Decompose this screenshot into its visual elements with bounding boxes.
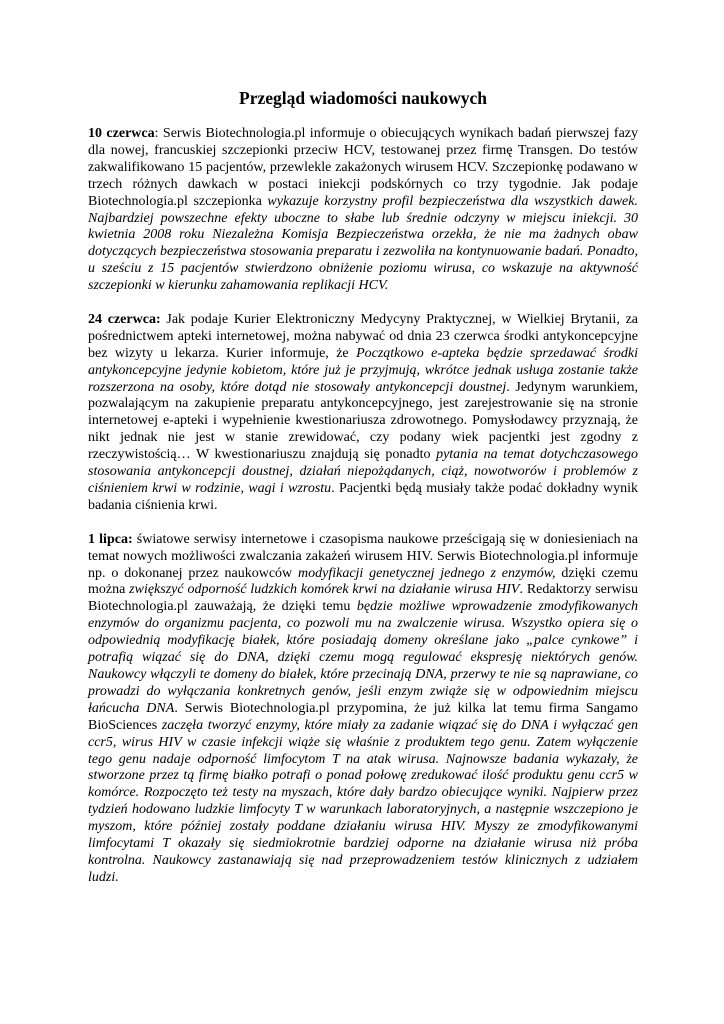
news-text: Jak podaje Kurier Elektroniczny Medycyny Praktycznej, w Wielkiej Brytanii, za pośrednictwem apteki internetowej, można nabywać od dnia 23 czerwca środki antykoncepcyjne bez wizyty u lekarza. Kurier informuje, że xyxy=(88,311,639,361)
news-quote: modyfikacji genetycznej jednego z enzymów, xyxy=(298,565,556,581)
news-paragraph-june-10 xyxy=(88,126,638,295)
news-date: 1 lipca: xyxy=(88,531,133,547)
news-quote: będzie możliwe wprowadzenie zmodyfikowanych enzymów do organizmu pacjenta, co pozwoli mu na zwalczenie wirusa. Wszystko opiera się o odpowiednią modyfikację białek, które posiadają domeny określane jako „palce cynkowe” i potrafią wiązać się do DNA, dzięki czemu mogą regulować ekspresję niektórych genów. Naukowcy włączyli te domeny do białek, które przecinają DNA, przerwy te nie są naprawiane, co prowadzi do wyłączania konkretnych genów, jeśli enzym zwiąże się w odpowiednim miejscu łańcucha DNA xyxy=(88,599,638,716)
news-text: . Redaktorzy serwisu Biotechnologia.pl zauważają, że dzięki temu xyxy=(88,582,638,615)
news-quote: zwiększyć odporność ludzkich komórek krwi na działanie wirusa HIV xyxy=(129,582,520,598)
document-title: Przegląd wiadomości naukowych xyxy=(239,88,487,108)
news-date: 24 czerwca: xyxy=(88,311,161,327)
news-text: . Pacjentki będą musiały także podać dokładny wynik badania ciśnienia krwi. xyxy=(88,481,638,513)
news-text: światowe serwisy internetowe i czasopisma naukowe prześcigają się w doniesieniach na temat nowych możliwości zwalczania zakażeń wirusem HIV. Serwis Biotechnologia.pl informuje np. o dokonanej przez naukowców xyxy=(88,531,638,581)
news-quote: Początkowo e-apteka będzie sprzedawać środki antykoncepcyjne jedynie kobietom, które już je przyjmują, wkrótce jednak usługa zostanie także rozszerzona na osoby, które dotąd nie stosowały antykoncepcji doustnej xyxy=(88,345,638,395)
news-text: . Serwis Biotechnologia.pl przypomina, że już kilka lat temu firma Sangamo BioSciences xyxy=(88,700,638,733)
news-text: : Serwis Biotechnologia.pl informuje o obiecujących wynikach badań pierwszej fazy dla nowej, francuskiej szczepionki przeciw HCV, testowanej przez firmę Transgen. Do testów zakwalifikowano 15 pacjentów, przewlekle zakażonych wirusem HCV. Szczepionkę podawano w trzech różnych dawkach w postaci iniekcji podskórnych co trzy tygodnie. Jak podaje Biotechnologia.pl szczepionka xyxy=(88,126,638,209)
news-text: dzięki czemu można xyxy=(88,565,638,598)
news-quote: wykazuje korzystny profil bezpieczeństwa dla wszystkich dawek. Najbardziej powszechne efekty uboczne to słabe lub średnie odczyny w miejscu iniekcji. 30 kwietnia 2008 roku Niezależna Komisja Bezpieczeństwa orzekła, że nie ma żadnych obaw dotyczących bezpieczeństwa stosowania preparatu i zezwoliła na kontynuowanie badań. Ponadto, u sześciu z 15 pacjentów stwierdzono obniżenie poziomu wirusa, co wskazuje na aktywność szczepionki w kierunku zahamowania replikacji HCV. xyxy=(88,193,638,294)
news-paragraph-july-1 xyxy=(88,532,638,887)
news-paragraph-june-24 xyxy=(88,312,638,515)
news-quote: pytania na temat dotychczasowego stosowania antykoncepcji doustnej, działań niepożądanych, ciąż, nowotworów i problemów z ciśnieniem krwi w rodzinie, wagi i wzrostu xyxy=(88,447,638,497)
news-date: 10 czerwca xyxy=(88,126,155,141)
news-text: . Jedynym warunkiem, pozwalającym na zakupienie preparatu antykoncepcyjnego, jest zarejestrowanie się na stronie internetowej e-apteki i wypełnienie kwestionariusza zdrowotnego. Pomysłodawcy przyznają, że nikt jednak nie jest w stanie zrewidować, czy podany wiek pacjentki jest zgodny z rzeczywistością… W kwestionariuszu znajdują się ponadto xyxy=(88,379,639,463)
news-quote: zaczęła tworzyć enzymy, które miały za zadanie wiązać się do DNA i wyłączać gen ccr5, wirus HIV w czasie infekcji wiąże się właśnie z produktem tego genu. Zatem wyłączenie tego genu nadaje odporność limfocytom T na atak wirusa. Najnowsze badania wykazały, że stworzone przez tą firmę białko potrafi o ponad połowę zredukować ilość produktu genu ccr5 w komórce. Rozpoczęto też testy na myszach, które dały bardzo obiecujące wyniki. Najpierw przez tydzień hodowano ludzkie limfocyty T w warunkach laboratoryjnych, a następnie wszczepiono je myszom, które później zostały poddane działaniu wirusa HIV. Myszy ze zmodyfikowanymi limfocytami T okazały się siedmiokrotnie bardziej odporne na działanie wirusa niż próba kontrolna. Naukowcy zastanawiają się nad przeprowadzeniem testów klinicznych z udziałem ludzi. xyxy=(88,717,638,885)
